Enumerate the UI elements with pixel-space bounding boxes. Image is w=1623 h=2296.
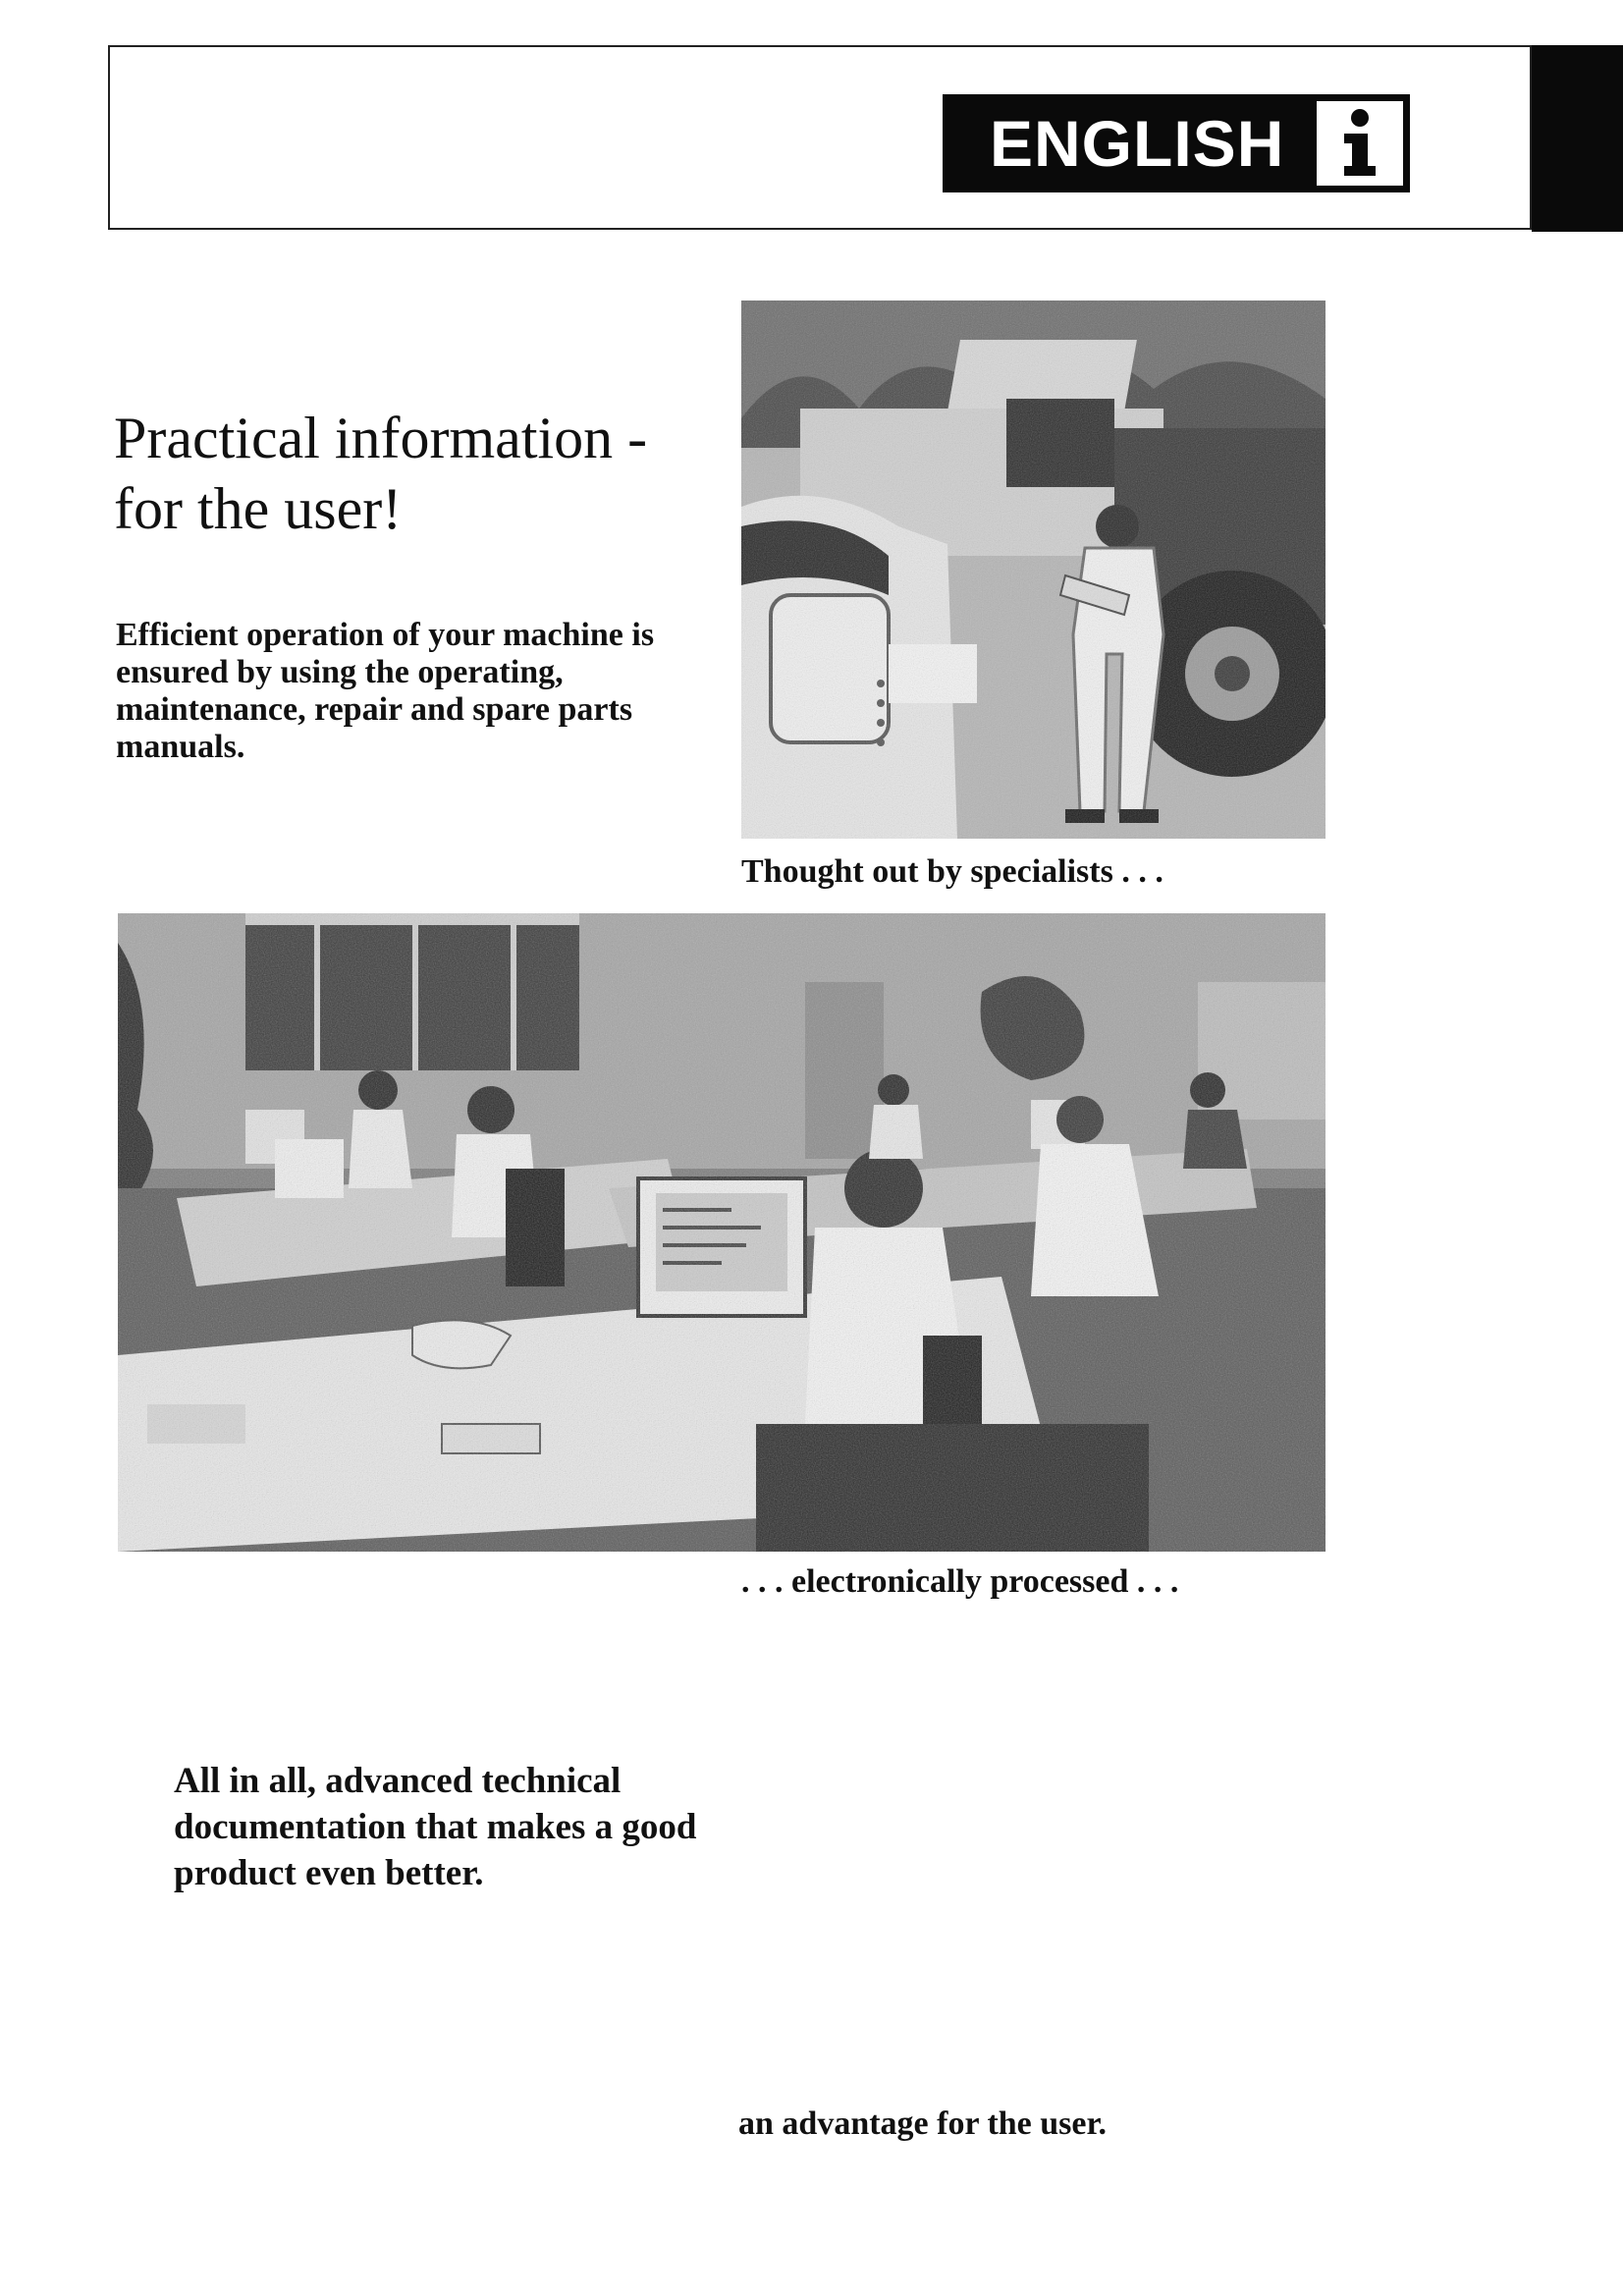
caption-specialists: Thought out by specialists . . . xyxy=(741,853,1163,890)
info-i-icon xyxy=(1314,98,1406,189)
section-edge-tab xyxy=(1532,45,1623,232)
machine-operator-photo xyxy=(741,301,1325,839)
office-workers-photo xyxy=(118,913,1325,1552)
headline-line-2: for the user! xyxy=(114,476,403,541)
caption-advantage: an advantage for the user. xyxy=(738,2105,1107,2142)
page-headline xyxy=(114,403,742,544)
closing-statement: All in all, advanced technical documentation that makes a good product even better. xyxy=(174,1761,697,1893)
language-label: ENGLISH xyxy=(990,107,1285,180)
language-badge xyxy=(943,94,1410,192)
intro-paragraph: Efficient operation of your machine is ensured by using the operating, maintenance, repair and spare parts manuals. xyxy=(116,617,655,765)
headline-line-1: Practical information - xyxy=(114,406,648,470)
caption-processed: . . . electronically processed . . . xyxy=(741,1563,1179,1600)
